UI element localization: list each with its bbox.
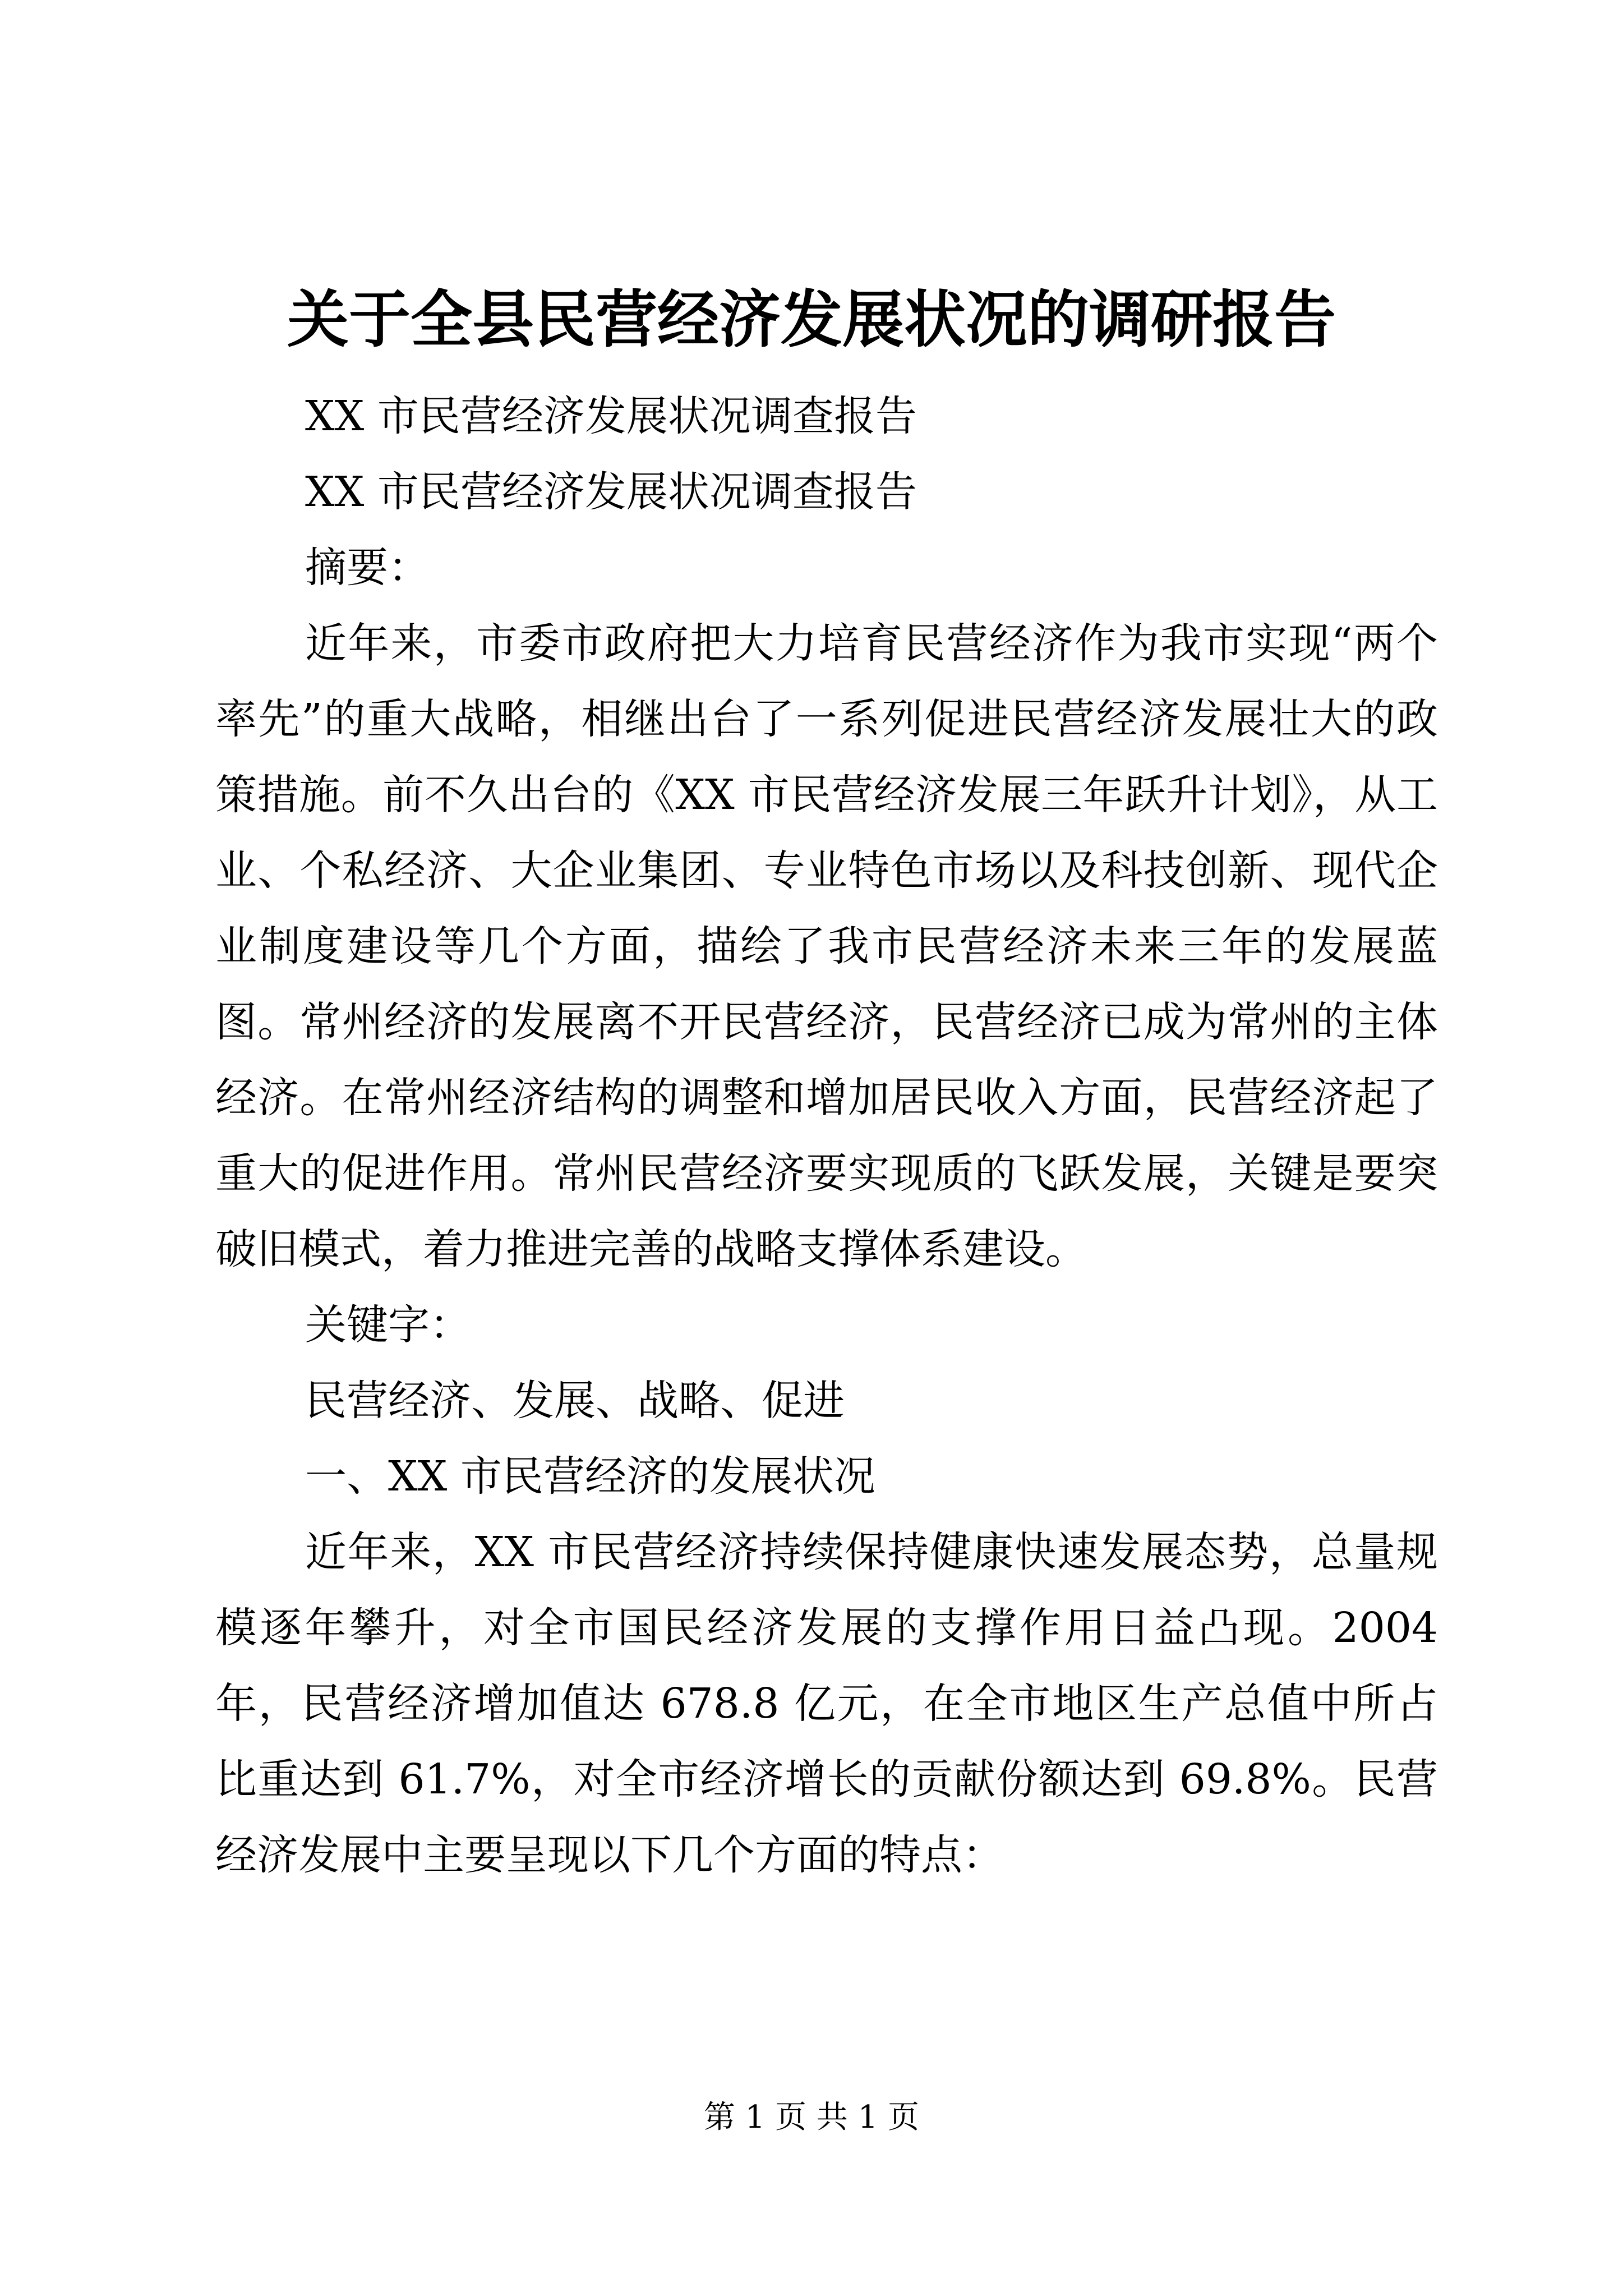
keywords-list: 民营经济、发展、战略、促进: [305, 1377, 845, 1425]
document-title: 关于全县民营经济发展状况的调研报告: [287, 283, 1336, 356]
subtitle-line: XX 市民营经济发展状况调查报告: [305, 392, 917, 440]
page-footer: 第 1 页 共 1 页: [703, 2099, 920, 2136]
keywords-heading: 关键字：: [305, 1301, 471, 1349]
abstract-paragraph: 近年来，市委市政府把大力培育民营经济作为我市实现“两个率先”的重大战略，相继出台了一系列促进民营经济发展壮大的政策措施。前不久出台的《XX 市民营经济发展三年跃升计划》，从工业、个私经济、大企业集团、专业特色市场以及科技创新、现代企业制度建设等几个方面，描绘了我市民营经济未来三年的发展蓝图。常州经济的发展离不开民营经济，民营经济已成为常州的主体经济。在常州经济结构的调整和增加居民收入方面，民营经济起了重大的促进作用。常州民营经济要实现质的飞跃发展，关键是要突破旧模式，着力推进完善的战略支撑体系建设。: [215, 619, 1438, 1273]
body-paragraph: 近年来，XX 市民营经济持续保持健康快速发展态势，总量规模逐年攀升，对全市国民经济发展的支撑作用日益凸现。2004 年，民营经济增加值达 678.8 亿元，在全市地区生产总值中所占比重达到 61.7%，对全市经济增长的贡献份额达到 69.8%。民营经济发展中主要呈现以下几个方面的特点：: [215, 1528, 1438, 1879]
section-heading: 一、XX 市民营经济的发展状况: [305, 1452, 875, 1501]
document-body: [215, 379, 1438, 1893]
subtitle-line-repeat: XX 市民营经济发展状况调查报告: [305, 468, 917, 516]
abstract-heading: 摘要：: [305, 544, 430, 592]
